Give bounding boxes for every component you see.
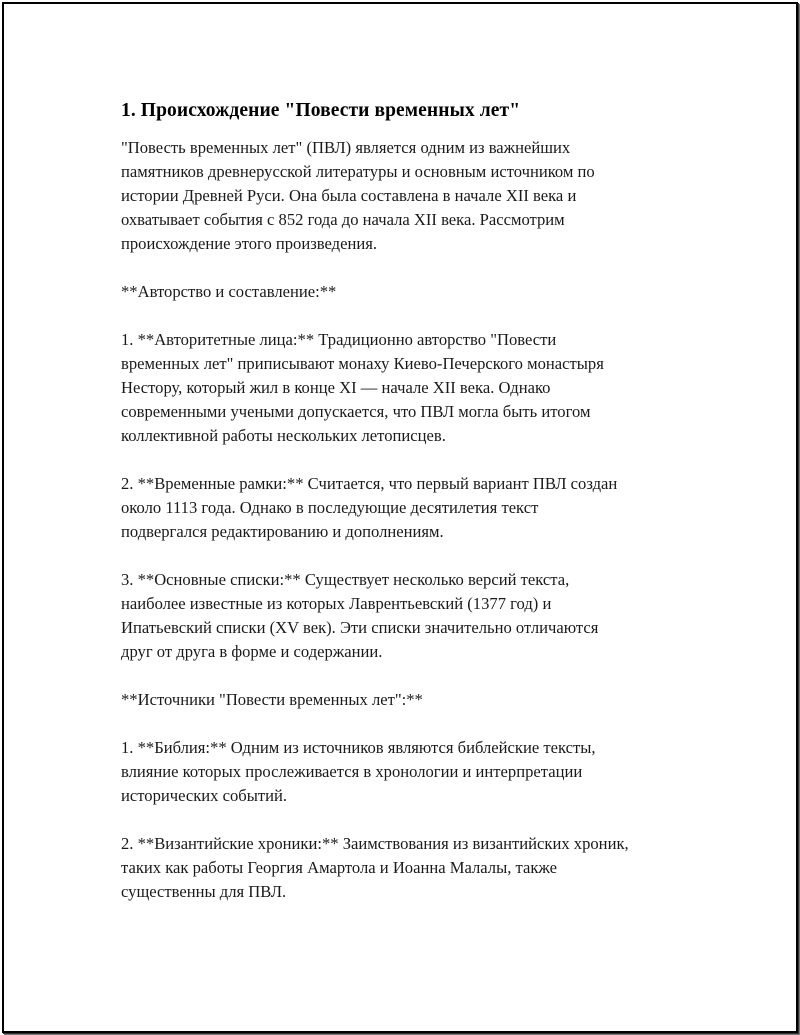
paragraph-line: друг от друга в форме и содержании. bbox=[121, 642, 383, 661]
paragraph-line: Ипатьевский списки (XV век). Эти списки значительно отличаются bbox=[121, 618, 599, 637]
paragraph-line: **Источники "Повести временных лет":** bbox=[121, 690, 423, 709]
paragraph bbox=[121, 328, 721, 448]
paragraph bbox=[121, 136, 721, 256]
paragraph-line: наиболее известные из которых Лаврентьевский (1377 год) и bbox=[121, 594, 552, 613]
paragraph-line: 2. **Византийские хроники:** Заимствования из византийских хроник, bbox=[121, 834, 629, 853]
paragraph-line: около 1113 года. Однако в последующие десятилетия текст bbox=[121, 498, 539, 517]
paragraph bbox=[121, 568, 721, 664]
paragraph bbox=[121, 280, 721, 304]
paragraph-line: Нестору, который жил в конце XI — начале XII века. Однако bbox=[121, 378, 551, 397]
paragraph-line: **Авторство и составление:** bbox=[121, 282, 337, 301]
paragraph-line: 1. **Библия:** Одним из источников являются библейские тексты, bbox=[121, 738, 596, 757]
paragraph-line: влияние которых прослеживается в хронологии и интерпретации bbox=[121, 762, 583, 781]
paragraph-line: существенны для ПВЛ. bbox=[121, 882, 287, 901]
section-heading: 1. Происхождение "Повести временных лет" bbox=[121, 100, 521, 121]
paragraph-line: памятников древнерусской литературы и основным источником по bbox=[121, 162, 595, 181]
paragraph bbox=[121, 472, 721, 544]
paragraph bbox=[121, 736, 721, 808]
paragraph-line: 3. **Основные списки:** Существует несколько версий текста, bbox=[121, 570, 570, 589]
paragraph bbox=[121, 832, 721, 904]
paragraph-line: коллективной работы нескольких летописцев. bbox=[121, 426, 446, 445]
paragraph-line: исторических событий. bbox=[121, 786, 288, 805]
paragraph-line: охватывает события с 852 года до начала XII века. Рассмотрим bbox=[121, 210, 565, 229]
paragraph-line: происхождение этого произведения. bbox=[121, 234, 378, 253]
paragraph-line: современными учеными допускается, что ПВЛ могла быть итогом bbox=[121, 402, 591, 421]
document-page bbox=[2, 2, 798, 1033]
document-content bbox=[121, 98, 721, 928]
paragraph-line: временных лет" приписывают монаху Киево-Печерского монастыря bbox=[121, 354, 604, 373]
paragraph-line: "Повесть временных лет" (ПВЛ) является одним из важнейших bbox=[121, 138, 571, 157]
paragraph-line: 1. **Авторитетные лица:** Традиционно авторство "Повести bbox=[121, 330, 557, 349]
paragraph-line: подвергался редактированию и дополнениям. bbox=[121, 522, 444, 541]
paragraph-line: истории Древней Руси. Она была составлена в начале XII века и bbox=[121, 186, 577, 205]
paragraphs-container bbox=[121, 136, 721, 904]
paragraph bbox=[121, 688, 721, 712]
paragraph-line: 2. **Временные рамки:** Считается, что первый вариант ПВЛ создан bbox=[121, 474, 618, 493]
paragraph-line: таких как работы Георгия Амартола и Иоанна Малалы, также bbox=[121, 858, 558, 877]
